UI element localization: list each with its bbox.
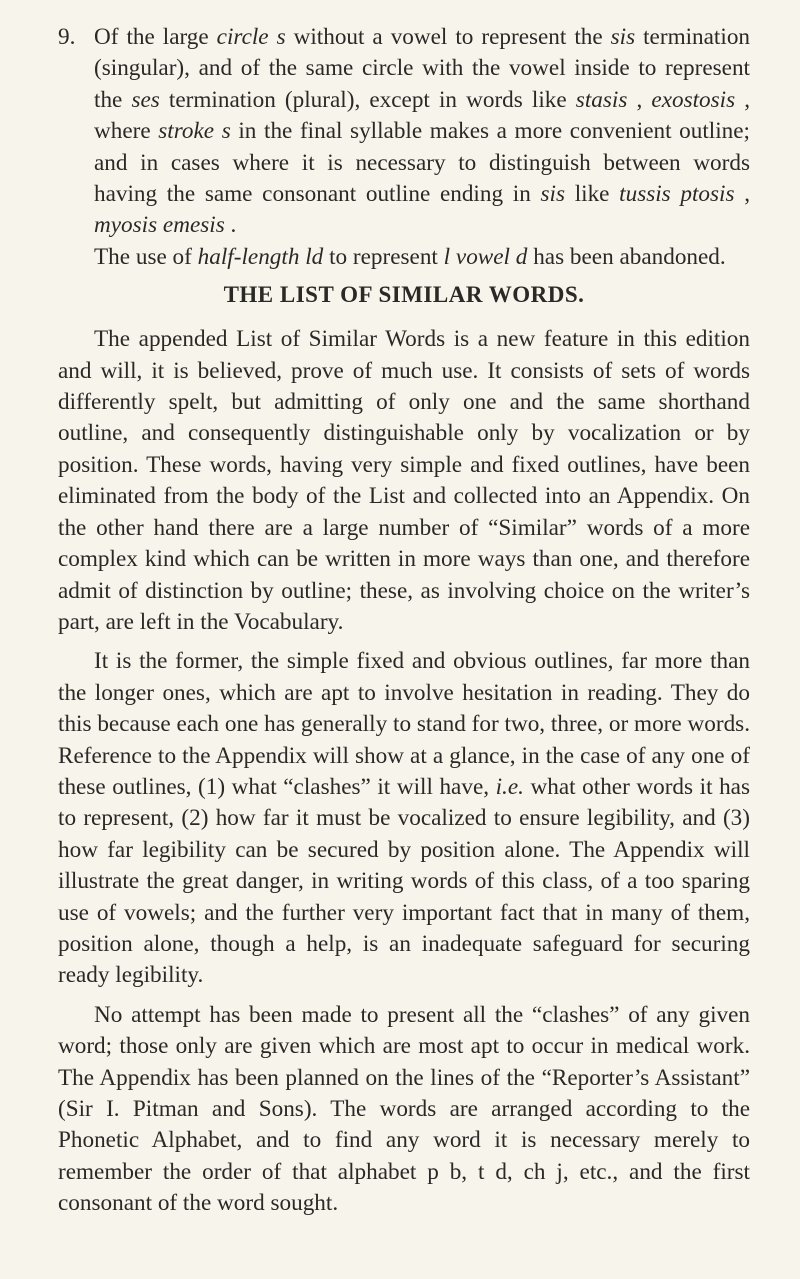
paragraph-simple-outlines-text-1: It is the former, the simple fixed and obvious outlines, far more than the longer ones, which are apt to involve hesitation in reading. They do this because each one has generally to stand for two, three, or more words. Reference to the Appendix will show at a glance, in the case of any one of these outlines, (1) what “clashes” it will have, [58,648,750,800]
item-emphasis-myosis-emesis: myosis emesis [94,212,225,239]
item-text-9: , [744,181,751,208]
paragraph-clashes: No attempt has been made to present all the “clashes” of any given word; those only are given which are most apt to occur in medical work. The Appendix has been planned on the lines of the “Reporter’s Assistant” (Sir I. Pitman and Sons). The words are arranged according to the Phonetic Alphabet, and to find any word it is necessary merely to remember the order of that alphabet p b, t d, ch j, etc., and the first consonant of the word sought. [58,1001,750,1217]
half-length-emphasis-l-vowel-d: l vowel d [443,243,528,270]
paragraph-appended-list: The appended List of Similar Words is a new feature in this edition and will, it is believed, prove of much use. It consists of sets of words differently spelt, but admitting of only one and the same shorthand outline, and consequently distinguishable only by vocalization or by position. These words, having very simple and fixed outlines, have been eliminated from the body of the List and collected into an Appendix. On the other hand there are a large number of “Similar” words of a more complex kind which can be written in more ways than one, and therefore admit of distinction by outline; these, as involving choice on the writer’s part, are left in the Vocabulary. [58,326,750,635]
item-text-5: , [636,86,652,113]
half-length-emphasis-ld: half-length ld [197,243,324,270]
paragraph-simple-outlines-emphasis-ie: i.e. [495,773,524,800]
item-emphasis-stasis: stasis [575,86,628,113]
item-text-1: Of the large [94,24,217,50]
half-length-paragraph [58,242,750,273]
section-heading: THE LIST OF SIMILAR WORDS. [223,282,585,308]
paragraph-simple-outlines-text-2: what other words it has to represent, (2) how far it must be vocalized to ensure legibility, and (3) how far legibility can be secured by position alone. The Appendix will illustrate the great danger, in writing words of this class, of a too sparing use of vowels; and the further very important fact that in many of them, position alone, though a help, is an inadequate safeguard for securing ready legibility. [58,773,750,989]
item-emphasis-stroke-s: stroke s [158,118,231,145]
item-text-3: termination (singular), and of the same circle with the vowel inside to represent the [94,24,751,113]
half-length-text-1: The use of [94,243,198,270]
item-emphasis-sis: sis [610,24,636,50]
paragraph-simple-outlines [58,646,750,991]
item-text-6: , where [94,86,751,145]
item-emphasis-sis-2: sis [540,181,565,208]
item-text-10: . [230,212,237,239]
item-number: 9. [58,24,76,50]
half-length-text-3: has been abandoned. [533,243,726,270]
half-length-text-2: to represent [329,243,444,270]
numbered-item-9 [58,22,750,242]
item-text-2: without a vowel to represent the [293,24,611,50]
document-body [58,22,750,1220]
item-emphasis-ses: ses [131,86,160,113]
item-text-4: termination (plural), except in words like [168,86,576,113]
item-emphasis-exostosis: exostosis [651,86,736,113]
item-emphasis-tussis-ptosis: tussis ptosis [619,181,735,208]
item-text-7: in the final syllable makes a more convenient outline; and in cases where it is necessary to distinguish between words having the same consonant outline ending in [94,118,750,208]
item-text-8: like [574,181,620,208]
item-emphasis-circle-s: circle s [216,24,286,50]
